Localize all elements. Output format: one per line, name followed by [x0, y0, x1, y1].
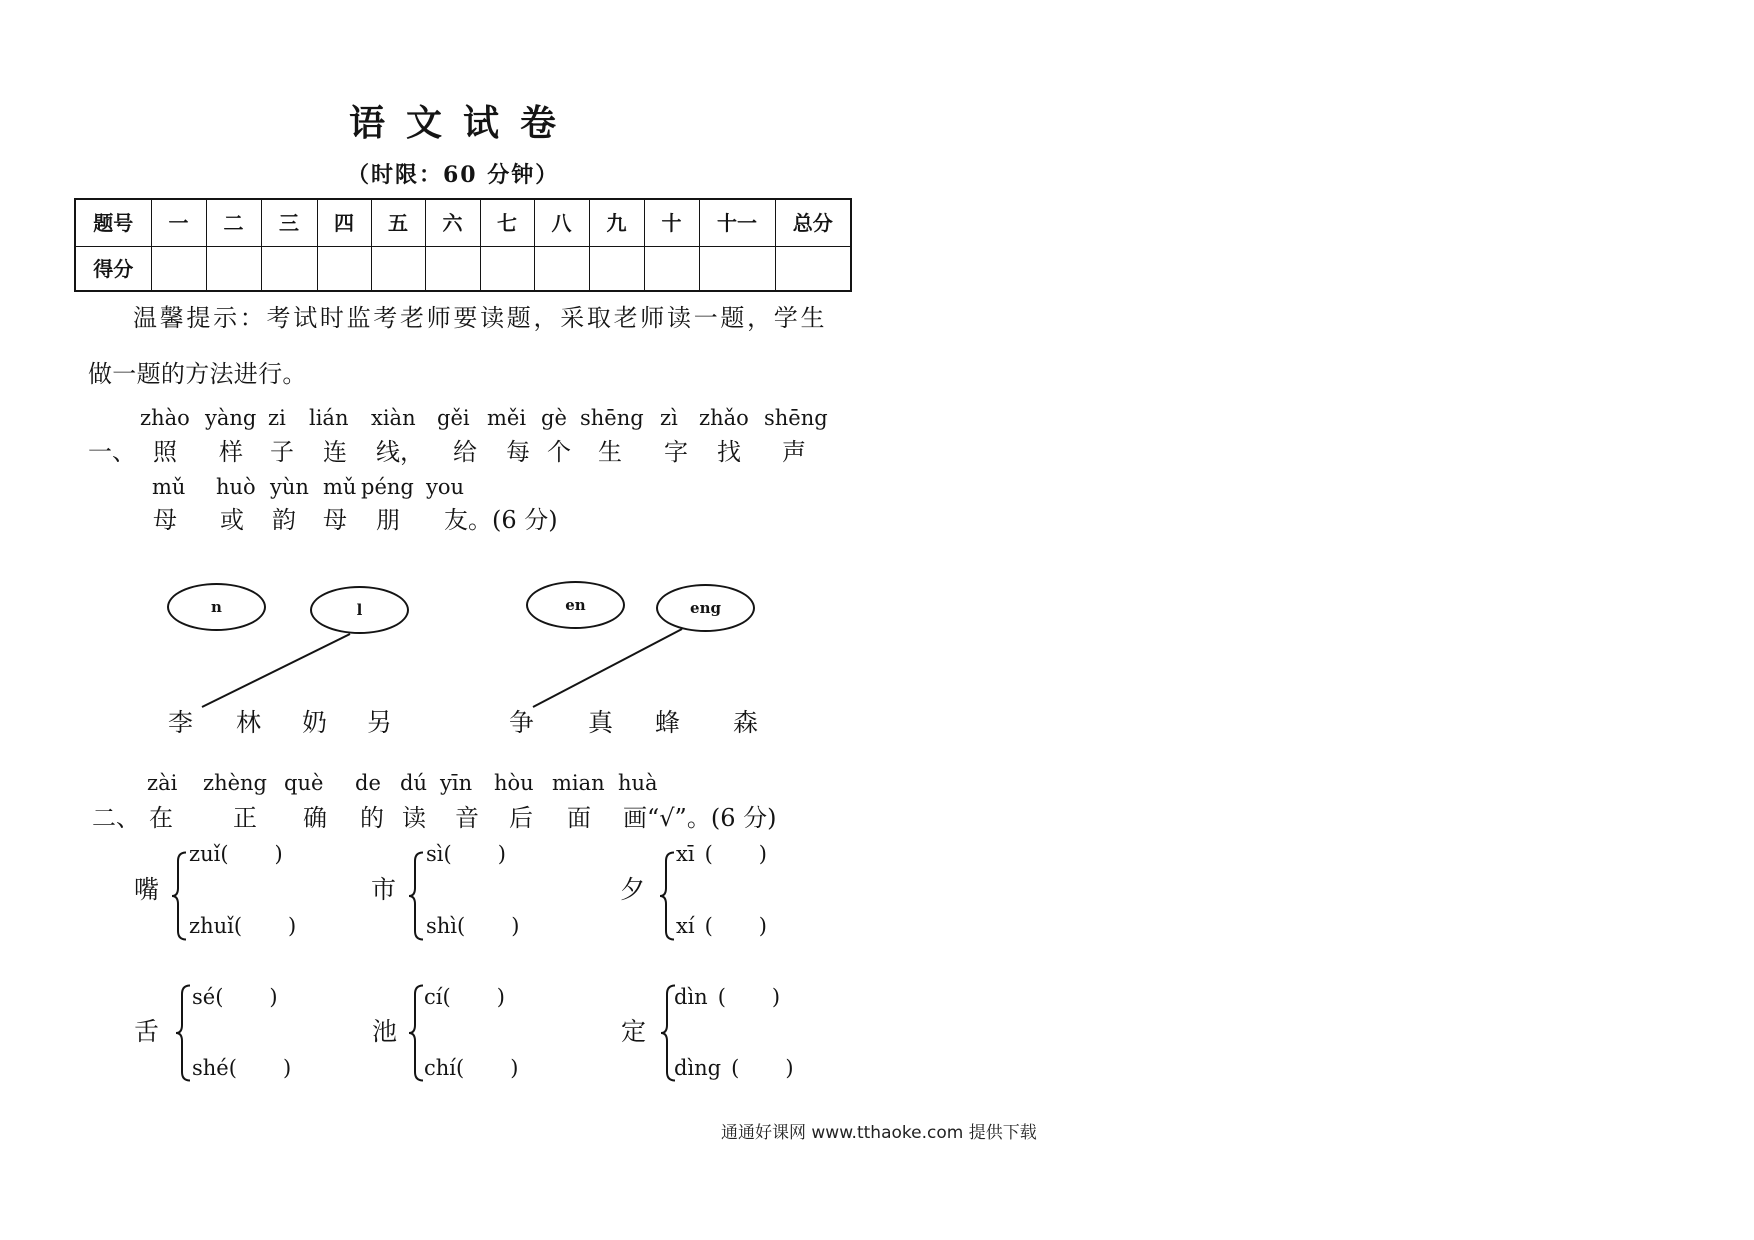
q1-pinyin: huò: [216, 475, 256, 499]
score-table-score-cell: [206, 247, 261, 292]
q1-character: 母: [323, 506, 347, 534]
match-word-right: 争: [509, 708, 535, 737]
pronunciation-option: [674, 1055, 794, 1081]
blank-close-paren: ): [497, 842, 506, 866]
score-table-column-header: 九: [589, 199, 644, 247]
q1-character: 样: [219, 438, 243, 466]
pronunciation-option: [676, 913, 767, 939]
match-word-right: 蜂: [655, 708, 681, 737]
q2-pinyin: dú: [400, 771, 427, 795]
pronunciation-option: [676, 841, 767, 867]
footer-credit: 通通好课网 www.tthaoke.com 提供下载: [721, 1123, 1037, 1143]
score-table-column-header: 五: [371, 199, 425, 247]
score-table-header-row: [75, 199, 851, 247]
question-1-number: 一、: [88, 438, 136, 466]
option-pinyin: shé: [192, 1056, 229, 1080]
score-table-total-cell: [775, 247, 851, 292]
score-table-score-cell: [589, 247, 644, 292]
match-word-left: 林: [236, 708, 262, 737]
option-pinyin: dìng: [674, 1056, 722, 1080]
q1-pinyin: shēng: [764, 406, 828, 430]
sound-oval: n: [167, 583, 266, 631]
q2-pinyin: zhèng: [203, 771, 267, 795]
q1-pinyin: shēng: [580, 406, 644, 430]
q1-character: 找: [717, 438, 741, 466]
pronunciation-option: [192, 1055, 291, 1081]
pronunciation-option: [426, 913, 519, 939]
connector-line-eng-to-zheng: [533, 629, 682, 707]
option-pinyin: shì: [426, 914, 458, 938]
blank-close-paren: ): [282, 1056, 292, 1080]
tip-line-2: 做一题的方法进行。: [88, 360, 307, 388]
blank-open-paren: (: [228, 1056, 237, 1080]
curly-brace-path: [176, 986, 190, 1081]
choice-character: 定: [621, 1017, 647, 1046]
q1-pinyin: mǔ: [323, 475, 357, 499]
q2-character: 画“√”。(6 分): [623, 804, 777, 832]
q1-character: 生: [598, 438, 622, 466]
option-pinyin: chí: [424, 1056, 457, 1080]
pronunciation-option: [189, 913, 296, 939]
q1-pinyin: zi: [268, 406, 286, 430]
blank-open-paren: (: [442, 985, 451, 1009]
score-table-score-cell: [317, 247, 371, 292]
blank-close-paren: ): [785, 1056, 794, 1080]
pronunciation-option: [424, 984, 505, 1010]
curly-brace: [408, 984, 424, 1082]
choice-character: 嘴: [134, 875, 160, 904]
score-table-score-cell: [644, 247, 699, 292]
curly-brace: [408, 851, 424, 941]
option-pinyin: sé: [192, 985, 216, 1009]
option-pinyin: xí: [676, 914, 695, 938]
q1-character: 字: [664, 438, 688, 466]
blank-open-paren: (: [717, 985, 726, 1009]
q2-character: 后: [509, 804, 533, 832]
tip-line-1: 温馨提示：考试时监考老师要读题，采取老师读一题，学生: [133, 304, 828, 332]
q2-character: 的: [360, 804, 384, 832]
score-table-total-header: 总分: [775, 199, 851, 247]
score-table: [74, 198, 852, 292]
q2-character: 正: [233, 804, 257, 832]
blank-close-paren: ): [288, 914, 297, 938]
choice-character: 市: [371, 875, 397, 904]
match-word-right: 真: [588, 708, 614, 737]
score-table-score-cell: [699, 247, 775, 292]
q2-pinyin: zài: [147, 771, 178, 795]
q2-character: 确: [303, 804, 327, 832]
q1-pinyin: měi: [487, 406, 527, 430]
score-table-score-cell: [371, 247, 425, 292]
pronunciation-option: [424, 1055, 518, 1081]
blank-open-paren: (: [215, 985, 224, 1009]
q1-pinyin: yùn: [270, 475, 309, 499]
q1-pinyin: péng: [361, 475, 414, 499]
pronunciation-option: [674, 984, 780, 1010]
q2-pinyin: huà: [618, 771, 658, 795]
choice-character: 池: [372, 1017, 398, 1046]
q1-character: 韵: [272, 506, 296, 534]
option-pinyin: xī: [676, 842, 695, 866]
score-table-score-cell: [534, 247, 589, 292]
curly-brace: [171, 851, 187, 941]
q1-character: 子: [270, 438, 294, 466]
blank-open-paren: (: [731, 1056, 740, 1080]
q2-pinyin: hòu: [494, 771, 534, 795]
q2-pinyin: de: [355, 771, 381, 795]
score-table-column-header: 十: [644, 199, 699, 247]
q1-pinyin: zì: [660, 406, 678, 430]
pronunciation-option: [189, 841, 283, 867]
q1-pinyin: gè: [541, 406, 567, 430]
curly-brace-path: [660, 853, 674, 940]
match-word-left: 另: [367, 708, 393, 737]
q2-character: 在: [149, 804, 173, 832]
q2-pinyin: mian: [552, 771, 605, 795]
choice-character: 舌: [134, 1017, 160, 1046]
sound-oval: en: [526, 581, 625, 629]
q1-pinyin: lián: [309, 406, 349, 430]
curly-brace: [175, 984, 191, 1082]
blank-open-paren: (: [456, 1056, 465, 1080]
score-table-score-label: 得分: [75, 247, 151, 292]
exam-title: 语文试卷: [349, 102, 578, 144]
match-word-left: 奶: [302, 708, 328, 737]
q1-character: 连: [323, 438, 347, 466]
pronunciation-option: [426, 841, 506, 867]
curly-brace-path: [661, 986, 675, 1081]
q1-character: 线，: [376, 438, 424, 466]
connector-line-l-to-li: [202, 634, 350, 707]
curly-brace-path: [409, 986, 423, 1081]
pronunciation-option: [192, 984, 278, 1010]
score-table-column-header: 四: [317, 199, 371, 247]
q1-character: 或: [220, 506, 244, 534]
curly-brace-path: [172, 853, 186, 940]
curly-brace-path: [409, 853, 423, 940]
score-table-column-header: 二: [206, 199, 261, 247]
choice-character: 夕: [620, 875, 646, 904]
question-2-number: 二、: [92, 804, 140, 832]
q1-pinyin: you: [426, 475, 465, 499]
blank-open-paren: (: [704, 914, 713, 938]
q2-pinyin: yīn: [440, 771, 473, 795]
blank-open-paren: (: [457, 914, 466, 938]
blank-close-paren: ): [511, 914, 520, 938]
q2-character: 读: [402, 804, 426, 832]
score-table-column-header: 六: [425, 199, 480, 247]
option-pinyin: zhuǐ: [189, 914, 234, 938]
blank-open-paren: (: [233, 914, 243, 938]
blank-close-paren: ): [269, 985, 278, 1009]
blank-open-paren: (: [704, 842, 713, 866]
score-table-column-header: 七: [480, 199, 534, 247]
q1-character: 照: [153, 438, 177, 466]
q1-character: 母: [153, 506, 177, 534]
q1-character: 声: [782, 438, 806, 466]
q2-character: 音: [455, 804, 479, 832]
score-table-score-row: [75, 247, 851, 292]
score-table-header-label: 题号: [75, 199, 151, 247]
q1-pinyin: xiàn: [371, 406, 416, 430]
option-pinyin: zuǐ: [189, 842, 221, 866]
blank-close-paren: ): [771, 985, 781, 1009]
score-table-column-header: 三: [261, 199, 317, 247]
q1-pinyin: gěi: [437, 406, 470, 430]
q1-pinyin: mǔ: [152, 475, 186, 499]
score-table-column-header: 一: [151, 199, 206, 247]
score-table-score-cell: [151, 247, 206, 292]
curly-brace: [659, 851, 675, 941]
q1-character: 给: [453, 438, 477, 466]
score-table-score-cell: [261, 247, 317, 292]
q2-pinyin: què: [284, 771, 324, 795]
option-pinyin: cí: [424, 985, 443, 1009]
match-word-right: 森: [733, 708, 759, 737]
blank-close-paren: ): [496, 985, 505, 1009]
score-table-column-header: 十一: [699, 199, 775, 247]
blank-close-paren: ): [758, 842, 767, 866]
time-limit: （时限：60 分钟）: [347, 162, 560, 188]
option-pinyin: sì: [426, 842, 444, 866]
q1-pinyin: zhào: [140, 406, 190, 430]
sound-oval: eng: [656, 584, 755, 632]
score-table-score-cell: [480, 247, 534, 292]
q1-character: 友。(6 分): [444, 506, 558, 534]
score-table-column-header: 八: [534, 199, 589, 247]
q1-pinyin: zhǎo: [699, 406, 749, 430]
blank-close-paren: ): [510, 1056, 519, 1080]
score-table-score-cell: [425, 247, 480, 292]
blank-open-paren: (: [220, 842, 229, 866]
blank-close-paren: ): [274, 842, 283, 866]
q1-character: 朋: [376, 506, 400, 534]
match-word-left: 李: [168, 708, 194, 737]
blank-open-paren: (: [443, 842, 452, 866]
q2-character: 面: [567, 804, 591, 832]
blank-close-paren: ): [758, 914, 767, 938]
q1-character: 每: [506, 438, 530, 466]
q1-pinyin: yàng: [205, 406, 257, 430]
q1-character: 个: [547, 438, 571, 466]
option-pinyin: dìn: [674, 985, 708, 1009]
sound-oval: l: [310, 586, 409, 634]
